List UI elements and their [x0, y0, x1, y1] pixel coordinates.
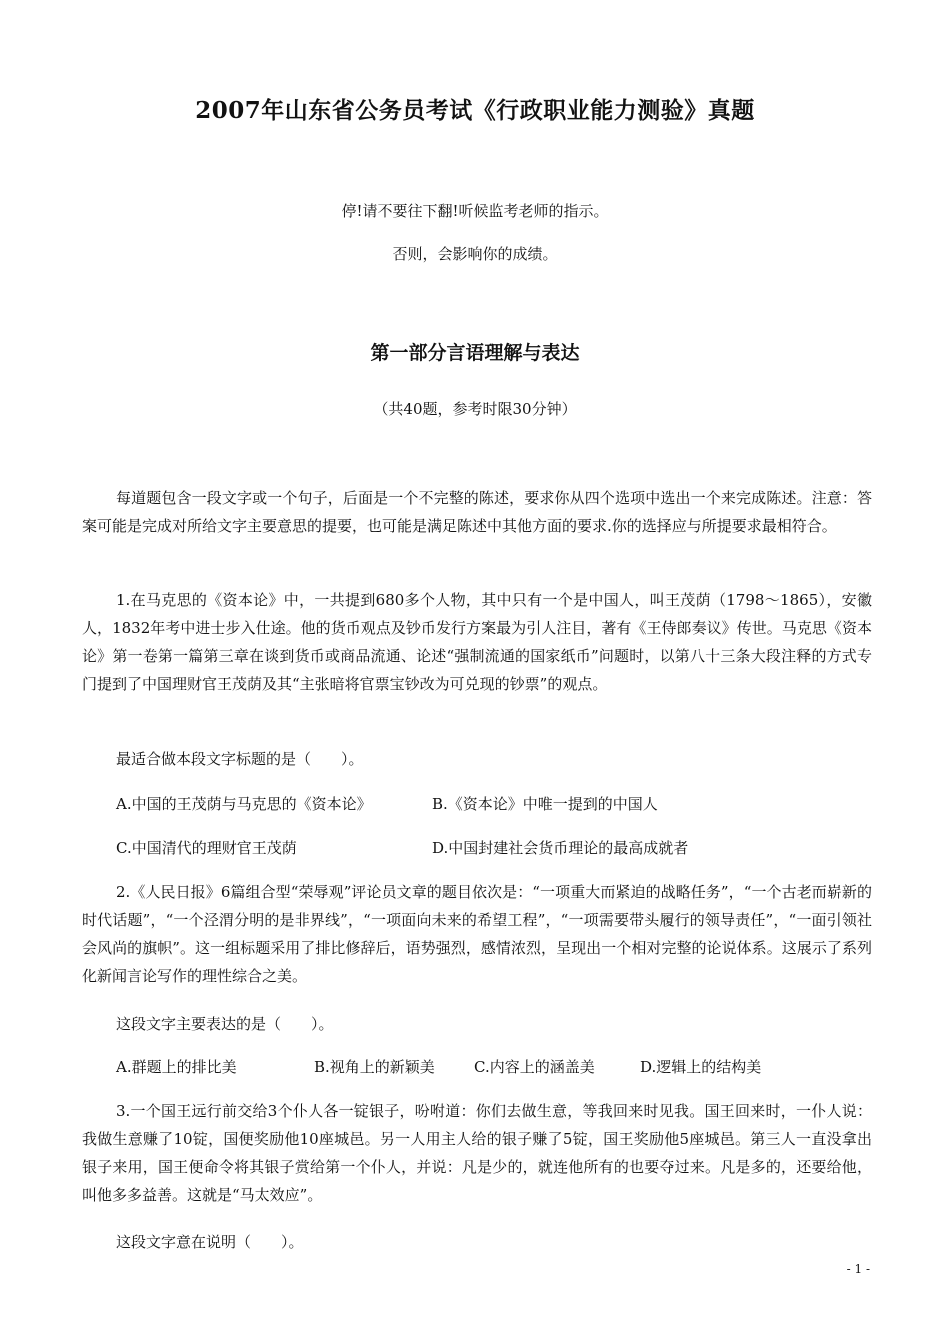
question-1-prompt: 最适合做本段文字标题的是（ ）。: [116, 750, 364, 768]
question-2-text: 2.《人民日报》6篇组合型“荣辱观”评论员文章的题目依次是：“一项重大而紧迫的战略任务”，“一个古老而崭新的时代话题”，“一个泾渭分明的是非界线”，“一项面向未来的希望工程”，“一项需要带头履行的领导责任”，“一面引领社会风尚的旗帜”。这一组标题采用了排比修辞后，语势强烈，感情浓烈，呈现出一个相对完整的论说体系。这展示了系列化新闻言论写作的理性综合之美。: [82, 883, 872, 985]
question-2-option-c: C.内容上的涵盖美: [474, 1058, 595, 1076]
notice-line-1: 停!请不要往下翻!听候监考老师的指示。: [341, 202, 609, 220]
document-title: 2007年山东省公务员考试《行政职业能力测验》真题: [195, 97, 755, 124]
question-2-option-d: D.逻辑上的结构美: [640, 1058, 762, 1076]
question-2-prompt: 这段文字主要表达的是（ ）。: [116, 1015, 334, 1033]
question-1-option-b: B.《资本论》中唯一提到的中国人: [432, 795, 658, 813]
question-1-option-a: A.中国的王茂荫与马克思的《资本论》: [116, 795, 372, 813]
question-1-option-c: C.中国清代的理财官王茂荫: [116, 839, 297, 857]
instructions-paragraph: 每道题包含一段文字或一个句子，后面是一个不完整的陈述，要求你从四个选项中选出一个来完成陈述。注意：答案可能是完成对所给文字主要意思的提要，也可能是满足陈述中其他方面的要求.你的选择应与所提要求最相符合。: [82, 489, 872, 535]
page-number: - 1 -: [846, 1262, 870, 1276]
question-1-option-d: D.中国封建社会货币理论的最高成就者: [432, 839, 689, 857]
question-3-text: 3.一个国王远行前交给3个仆人各一锭银子，吩咐道：你们去做生意，等我回来时见我。国王回来时，一仆人说：我做生意赚了10锭，国便奖励他10座城邑。另一人用主人给的银子赚了5锭，国王奖励他5座城邑。第三人一直没拿出银子来用，国王便命令将其银子赏给第一个仆人，并说：凡是少的，就连他所有的也要夺过来。凡是多的，还要给他，叫他多多益善。这就是“马太效应”。: [82, 1102, 872, 1204]
question-2-option-a: A.群题上的排比美: [116, 1058, 237, 1076]
question-2-option-b: B.视角上的新颖美: [314, 1058, 435, 1076]
notice-line-2: 否则，会影响你的成绩。: [392, 245, 558, 263]
question-3-prompt: 这段文字意在说明（ ）。: [116, 1233, 304, 1251]
section-subtitle: （共40题，参考时限30分钟）: [373, 400, 577, 418]
question-1-text: 1.在马克思的《资本论》中，一共提到680多个人物，其中只有一个是中国人，叫王茂荫（1798～1865），安徽人，1832年考中进士步入仕途。他的货币观点及钞币发行方案最为引人注目，著有《王侍郎奏议》传世。马克思《资本论》第一卷第一篇第三章在谈到货币或商品流通、论述“强制流通的国家纸币”问题时，以第八十三条大段注释的方式专门提到了中国理财官王茂荫及其“主张暗将官票宝钞改为可兑现的钞票”的观点。: [82, 591, 872, 693]
section-title: 第一部分言语理解与表达: [370, 342, 580, 364]
